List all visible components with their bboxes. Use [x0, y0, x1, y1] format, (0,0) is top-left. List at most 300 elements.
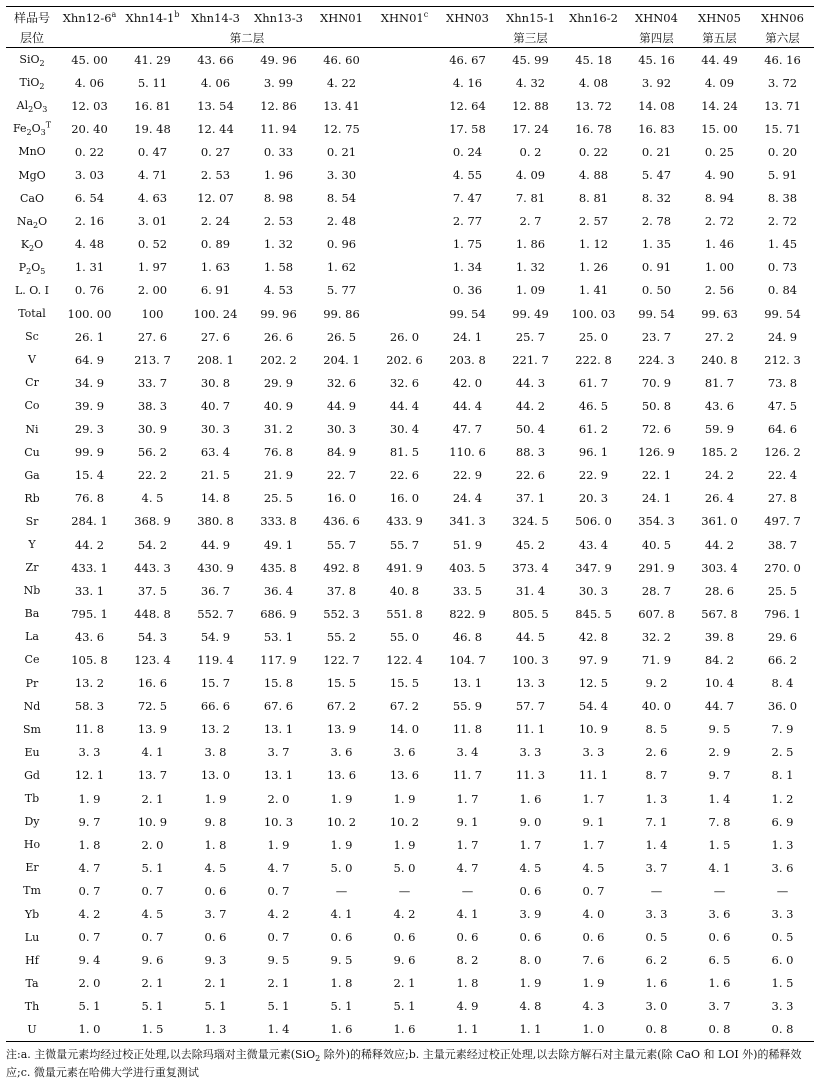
value-cell: 430. 9 [197, 560, 234, 575]
value-cell: 39. 8 [704, 629, 735, 644]
value-cell: 24. 1 [641, 491, 672, 506]
value-cell: 3. 3 [78, 745, 101, 760]
element-name [6, 117, 58, 140]
value-cell: 2. 1 [141, 976, 164, 991]
value-cell: 6. 9 [771, 814, 794, 829]
table-row [6, 810, 814, 833]
element-name [6, 533, 58, 556]
value-cell: 5. 0 [393, 860, 416, 875]
table-row [6, 972, 814, 995]
value-cell: 435. 8 [260, 560, 297, 575]
value-cell: 67. 6 [263, 699, 294, 714]
value-cell: 1. 9 [330, 837, 353, 852]
value-cell: 66. 6 [200, 699, 231, 714]
sample-name: Xhn14-3 [191, 10, 240, 25]
element-name-part: 2 [39, 82, 45, 92]
value-cell: 3. 3 [771, 907, 794, 922]
value-cell: 0. 6 [708, 930, 731, 945]
element-name [6, 487, 58, 510]
element-name-part: La [25, 630, 39, 644]
value-cell: 3. 6 [708, 907, 731, 922]
table-row [6, 672, 814, 695]
value-cell: 67. 2 [326, 699, 357, 714]
value-cell: 2. 6 [645, 745, 668, 760]
value-cell: 44. 5 [515, 629, 546, 644]
value-cell: 224. 3 [638, 352, 675, 367]
value-cell: 0. 22 [578, 144, 609, 159]
value-cell: 13. 2 [200, 722, 231, 737]
table-row [6, 764, 814, 787]
value-cell: 7. 8 [708, 814, 731, 829]
value-cell: 14. 0 [389, 722, 420, 737]
sample-mark: a [111, 9, 117, 19]
value-cell: 567. 8 [701, 606, 738, 621]
value-cell: 1. 7 [519, 837, 542, 852]
value-cell: 3. 72 [767, 75, 798, 90]
value-cell: 443. 3 [134, 560, 171, 575]
value-cell: 26. 0 [389, 329, 420, 344]
layer-name: 第二层 [229, 30, 265, 45]
element-name-part: Rb [24, 491, 40, 505]
value-cell: 43. 4 [578, 537, 609, 552]
table-row [6, 117, 814, 140]
value-cell: 4. 8 [519, 999, 542, 1014]
element-name-part: Ga [24, 468, 40, 482]
value-cell: 104. 7 [449, 652, 486, 667]
value-cell: 9. 1 [582, 814, 605, 829]
value-cell: 1. 9 [330, 791, 353, 806]
value-cell: 40. 0 [641, 699, 672, 714]
value-cell: 240. 8 [701, 352, 738, 367]
table-row [6, 48, 814, 72]
element-name-part: Th [24, 999, 40, 1013]
value-cell: 24. 9 [767, 329, 798, 344]
value-cell: 30. 3 [200, 422, 231, 437]
value-cell: 1. 7 [456, 791, 479, 806]
value-cell: 202. 2 [260, 352, 297, 367]
value-cell: 40. 8 [389, 583, 420, 598]
value-cell: 341. 3 [449, 514, 486, 529]
value-cell: 84. 2 [704, 652, 735, 667]
value-cell: 45. 99 [512, 52, 549, 67]
element-name-part: O [31, 260, 41, 274]
element-name [6, 741, 58, 764]
value-cell: 30. 8 [200, 375, 231, 390]
value-cell: 25. 7 [515, 329, 546, 344]
value-cell: 8. 4 [771, 676, 794, 691]
element-name-part: 2 [33, 220, 39, 230]
sample-name: Xhn14-1 [125, 10, 175, 25]
element-name-part: O [33, 99, 43, 113]
value-cell: 1. 9 [393, 837, 416, 852]
value-cell: 4. 1 [456, 907, 479, 922]
value-cell: 0. 6 [519, 930, 542, 945]
value-cell: 347. 9 [575, 560, 612, 575]
value-cell: 607. 8 [638, 606, 675, 621]
value-cell: 55. 2 [326, 629, 357, 644]
element-name-part: O [38, 214, 48, 228]
value-cell: 0. 7 [78, 883, 101, 898]
value-cell: 212. 3 [764, 352, 801, 367]
element-name [6, 625, 58, 648]
table-row [6, 787, 814, 810]
value-cell: 50. 4 [515, 422, 546, 437]
table-row [6, 533, 814, 556]
layer-header [58, 28, 436, 48]
value-cell: 4. 7 [78, 860, 101, 875]
element-name-part: Nd [23, 699, 41, 713]
value-cell: 0. 36 [452, 283, 483, 298]
value-cell: 4. 48 [74, 237, 105, 252]
value-cell: 0. 21 [326, 144, 357, 159]
value-cell: 47. 5 [767, 398, 798, 413]
value-cell: 96. 1 [578, 445, 609, 460]
value-cell: 4. 16 [452, 75, 483, 90]
value-cell: 1. 62 [326, 260, 357, 275]
value-cell: 1. 6 [373, 1018, 436, 1042]
value-cell: 119. 4 [197, 652, 234, 667]
value-cell: 9. 6 [393, 953, 416, 968]
value-cell: 2. 5 [771, 745, 794, 760]
value-cell: 6. 54 [74, 191, 105, 206]
value-cell: 55. 7 [389, 537, 420, 552]
value-cell: 15. 4 [74, 468, 105, 483]
layer-name: 第五层 [702, 30, 737, 45]
value-cell: 4. 7 [267, 860, 290, 875]
element-name-part: Sm [23, 722, 41, 736]
value-cell: 2. 53 [263, 214, 294, 229]
element-name [6, 233, 58, 256]
value-cell: 2. 72 [704, 214, 735, 229]
value-cell: 12. 88 [512, 98, 549, 113]
value-cell: 1. 8 [456, 976, 479, 991]
table-body [6, 48, 814, 1042]
value-cell: 5. 47 [641, 168, 672, 183]
value-cell: 11. 7 [452, 768, 483, 783]
value-cell: 2. 16 [74, 214, 105, 229]
element-name [6, 256, 58, 279]
value-cell: 6. 0 [771, 953, 794, 968]
value-cell: 1. 7 [456, 837, 479, 852]
value-cell: 5. 0 [330, 860, 353, 875]
sample-label: 样品号 [6, 7, 58, 29]
value-cell: 23. 7 [641, 329, 672, 344]
value-cell: 4. 88 [578, 168, 609, 183]
value-cell: 46. 5 [578, 398, 609, 413]
value-cell [373, 48, 436, 72]
value-cell: 81. 5 [389, 445, 420, 460]
element-name-part: Ni [25, 422, 39, 436]
value-cell: 16. 0 [389, 491, 420, 506]
value-cell: 99. 54 [638, 306, 675, 321]
value-cell: 2. 53 [200, 168, 231, 183]
value-cell: 5. 1 [141, 860, 164, 875]
element-name-part: Tb [24, 792, 40, 806]
value-cell: 30. 3 [578, 583, 609, 598]
table-row [6, 348, 814, 371]
value-cell: 22. 7 [326, 468, 357, 483]
value-cell: 42. 8 [578, 629, 609, 644]
table-row [6, 187, 814, 210]
element-name [6, 302, 58, 325]
element-name-part: Ce [24, 653, 40, 667]
value-cell: 37. 8 [326, 583, 357, 598]
value-cell: 4. 0 [582, 907, 605, 922]
value-cell: 46. 60 [323, 52, 360, 67]
table-row [6, 163, 814, 186]
value-cell: 1. 8 [204, 837, 227, 852]
value-cell: 1. 46 [704, 237, 735, 252]
value-cell: 17. 24 [512, 121, 549, 136]
table-row [6, 140, 814, 163]
element-name-part: 2 [29, 243, 35, 253]
value-cell: 8. 81 [578, 191, 609, 206]
value-cell: 45. 18 [575, 52, 612, 67]
value-cell: 1. 6 [519, 791, 542, 806]
value-cell: 8. 7 [645, 768, 668, 783]
value-cell: 40. 7 [200, 398, 231, 413]
value-cell: 2. 1 [141, 791, 164, 806]
table-row [6, 233, 814, 256]
value-cell: 43. 6 [74, 629, 105, 644]
element-name [6, 602, 58, 625]
value-cell: 16. 81 [134, 98, 171, 113]
element-name [6, 764, 58, 787]
layer-name: 第六层 [765, 30, 800, 45]
value-cell: 28. 7 [641, 583, 672, 598]
value-cell: 4. 08 [578, 75, 609, 90]
value-cell: 27. 6 [200, 329, 231, 344]
value-cell: 3. 3 [645, 907, 668, 922]
value-cell: 3. 30 [326, 168, 357, 183]
value-cell: 44. 3 [515, 375, 546, 390]
element-name-part: 5 [40, 267, 46, 277]
value-cell: 110. 6 [449, 445, 486, 460]
value-cell: 6. 5 [708, 953, 731, 968]
sample-mark: b [174, 9, 180, 19]
value-cell [373, 302, 436, 325]
value-cell: 11. 8 [74, 722, 105, 737]
value-cell [373, 140, 436, 163]
value-cell: 3. 92 [641, 75, 672, 90]
value-cell: 25. 0 [578, 329, 609, 344]
value-cell: 13. 6 [389, 768, 420, 783]
value-cell: 221. 7 [512, 352, 549, 367]
value-cell: 13. 2 [74, 676, 105, 691]
value-cell: 0. 7 [267, 930, 290, 945]
value-cell: 54. 4 [578, 699, 609, 714]
value-cell: 9. 4 [78, 953, 101, 968]
value-cell: 1. 4 [247, 1018, 310, 1042]
value-cell [373, 279, 436, 302]
value-cell: 3. 3 [519, 745, 542, 760]
sample-header [625, 7, 688, 29]
value-cell: 4. 1 [141, 745, 164, 760]
sample-header [562, 7, 625, 29]
value-cell: 26. 5 [326, 329, 357, 344]
sample-header [310, 7, 373, 29]
value-cell [373, 256, 436, 279]
sample-name: Xhn13-3 [254, 10, 303, 25]
value-cell: 491. 9 [386, 560, 423, 575]
value-cell: 27. 8 [767, 491, 798, 506]
value-cell: 15. 7 [200, 676, 231, 691]
value-cell: 3. 99 [263, 75, 294, 90]
value-cell: 1. 7 [582, 837, 605, 852]
value-cell: 33. 5 [452, 583, 483, 598]
element-name [6, 787, 58, 810]
value-cell: 1. 26 [578, 260, 609, 275]
value-cell: 805. 5 [512, 606, 549, 621]
value-cell: 12. 44 [197, 121, 234, 136]
value-cell: 3. 7 [645, 860, 668, 875]
element-name [6, 48, 58, 72]
value-cell: 795. 1 [71, 606, 108, 621]
value-cell: 0. 7 [141, 883, 164, 898]
value-cell: 9. 1 [456, 814, 479, 829]
value-cell: 13. 3 [515, 676, 546, 691]
value-cell: 31. 2 [263, 422, 294, 437]
table-row [6, 833, 814, 856]
element-name-part: K [20, 237, 30, 251]
table-row [6, 325, 814, 348]
element-name [6, 325, 58, 348]
value-cell [373, 210, 436, 233]
element-name-part: P [18, 260, 27, 274]
value-cell: 8. 98 [263, 191, 294, 206]
value-cell: 7. 47 [452, 191, 483, 206]
value-cell: 4. 5 [204, 860, 227, 875]
value-cell: 12. 86 [260, 98, 297, 113]
element-name-part: Hf [25, 953, 39, 967]
value-cell: 16. 0 [326, 491, 357, 506]
table-row [6, 949, 814, 972]
value-cell: 1. 58 [263, 260, 294, 275]
value-cell: 54. 3 [137, 629, 168, 644]
value-cell: 76. 8 [263, 445, 294, 460]
value-cell: 1. 96 [263, 168, 294, 183]
value-cell: 10. 9 [578, 722, 609, 737]
value-cell: 5. 91 [767, 168, 798, 183]
element-name [6, 879, 58, 902]
value-cell: 38. 3 [137, 398, 168, 413]
sample-name: Xhn12-6 [62, 10, 112, 25]
value-cell: 54. 2 [137, 537, 168, 552]
value-cell: 37. 1 [515, 491, 546, 506]
value-cell: 0. 52 [137, 237, 168, 252]
value-cell: 47. 7 [452, 422, 483, 437]
value-cell: — [650, 883, 663, 898]
value-cell: 55. 9 [452, 699, 483, 714]
value-cell: 71. 9 [641, 652, 672, 667]
value-cell: 11. 1 [578, 768, 609, 783]
value-cell: 123. 4 [134, 652, 171, 667]
table-row [6, 302, 814, 325]
value-cell: 1. 32 [515, 260, 546, 275]
value-cell: 2. 0 [78, 976, 101, 991]
value-cell: 22. 2 [137, 468, 168, 483]
value-cell: 32. 2 [641, 629, 672, 644]
value-cell: 0. 7 [78, 930, 101, 945]
value-cell: 33. 1 [74, 583, 105, 598]
value-cell: 7. 1 [645, 814, 668, 829]
value-cell: 4. 55 [452, 168, 483, 183]
element-name [6, 926, 58, 949]
value-cell: 13. 41 [323, 98, 360, 113]
layer-label: 层位 [6, 28, 58, 48]
value-cell: 4. 7 [456, 860, 479, 875]
value-cell: 0. 84 [767, 283, 798, 298]
element-name-part: Dy [24, 815, 40, 829]
element-name [6, 672, 58, 695]
element-name-part: 2 [39, 59, 45, 69]
element-name [6, 579, 58, 602]
table-row [6, 741, 814, 764]
value-cell: 0. 27 [200, 144, 231, 159]
sample-name: XHN05 [698, 10, 741, 25]
value-cell: 100. 03 [571, 306, 616, 321]
value-cell: 1. 3 [645, 791, 668, 806]
value-cell: 0. 6 [204, 883, 227, 898]
value-cell: 54. 9 [200, 629, 231, 644]
element-name [6, 394, 58, 417]
value-cell: 1. 9 [393, 791, 416, 806]
value-cell: — [713, 883, 726, 898]
value-cell: 433. 9 [386, 514, 423, 529]
value-cell: 284. 1 [71, 514, 108, 529]
value-cell: 43. 6 [704, 398, 735, 413]
value-cell: 4. 90 [704, 168, 735, 183]
value-cell: 31. 4 [515, 583, 546, 598]
value-cell: 0. 96 [326, 237, 357, 252]
value-cell: 1. 9 [204, 791, 227, 806]
value-cell: 3. 7 [204, 907, 227, 922]
value-cell: 1. 2 [771, 791, 794, 806]
value-cell: 8. 32 [641, 191, 672, 206]
value-cell: 2. 0 [141, 837, 164, 852]
value-cell: 61. 7 [578, 375, 609, 390]
table-row [6, 256, 814, 279]
layer-header-row [6, 28, 814, 48]
value-cell [373, 71, 436, 94]
value-cell: 1. 41 [578, 283, 609, 298]
value-cell: 6. 2 [645, 953, 668, 968]
value-cell: 5. 1 [204, 999, 227, 1014]
table-row [6, 695, 814, 718]
value-cell: 41. 29 [134, 52, 171, 67]
element-name-part: Pr [25, 676, 39, 690]
value-cell: 3. 9 [519, 907, 542, 922]
value-cell: 33. 7 [137, 375, 168, 390]
element-name-part: Eu [24, 745, 40, 759]
value-cell: 551. 8 [386, 606, 423, 621]
table-row [6, 510, 814, 533]
value-cell: 1. 63 [200, 260, 231, 275]
value-cell: 13. 72 [575, 98, 612, 113]
element-name-part: SiO [19, 53, 40, 67]
value-cell: 1. 1 [499, 1018, 562, 1042]
value-cell: 13. 6 [326, 768, 357, 783]
value-cell: 2. 77 [452, 214, 483, 229]
value-cell: 56. 2 [137, 445, 168, 460]
value-cell: 1. 6 [645, 976, 668, 991]
value-cell: 2. 24 [200, 214, 231, 229]
value-cell: 1. 86 [515, 237, 546, 252]
value-cell: 0. 6 [204, 930, 227, 945]
value-cell: 100. 24 [193, 306, 238, 321]
value-cell: 208. 1 [197, 352, 234, 367]
element-name [6, 718, 58, 741]
